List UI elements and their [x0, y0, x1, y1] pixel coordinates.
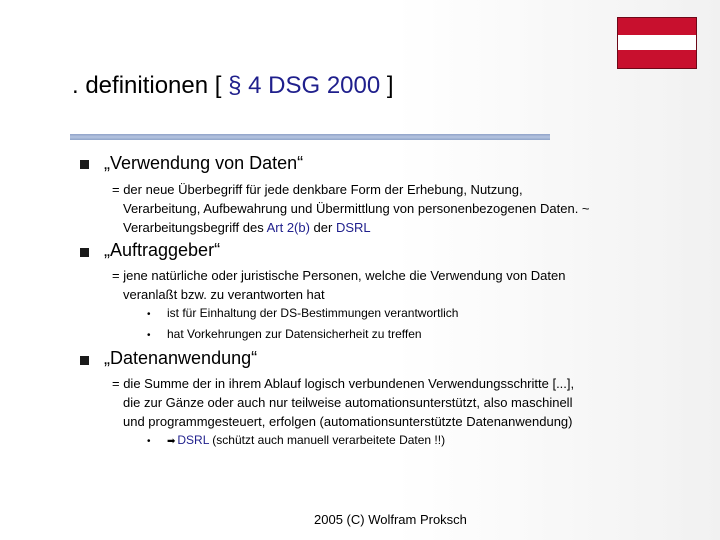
text-fragment: des: [239, 220, 267, 235]
austrian-flag-icon: [617, 17, 697, 69]
square-bullet-icon: [80, 356, 89, 365]
sub-bullet-text: ist für Einhaltung der DS-Bestimmungen verantwortlich: [167, 306, 459, 320]
sub-bullet-item: [147, 306, 458, 320]
definition-line: und programmgesteuert, erfolgen (automationsunterstützte Datenanwendung): [123, 414, 573, 429]
arrow-icon: ➡: [167, 436, 176, 447]
note-text: (schützt auch manuell verarbeitete Daten !!): [208, 433, 446, 447]
square-bullet-icon: [80, 248, 89, 257]
definition-line: = die Summe der in ihrem Ablauf logisch verbundenen Verwendungsschritte [...],: [112, 376, 575, 391]
definition-datenanwendung: [112, 374, 574, 431]
definition-line: = der neue Überbegriff für jede denkbare Form der Erhebung, Nutzung,: [112, 182, 523, 197]
definition-line: Verarbeitung, Aufbewahrung und Übermittlung von personenbezogenen Daten. ~: [123, 201, 590, 216]
dsrl-reference: DSRL: [335, 220, 371, 235]
definition-auftraggeber: [112, 266, 565, 304]
small-bullet-icon: •: [147, 330, 151, 341]
small-bullet-icon: •: [147, 309, 151, 320]
definition-line-reference: [112, 218, 590, 237]
title-prefix: . definitionen [: [72, 72, 229, 99]
text-fragment: der: [309, 220, 336, 235]
definition-line: veranlaßt bzw. zu verantworten hat: [123, 287, 325, 302]
section-heading-verwendung: „Verwendung von Daten“: [104, 153, 304, 173]
square-bullet-icon: [80, 160, 89, 169]
definition-line: = jene natürliche oder juristische Personen, welche die Verwendung von Daten: [112, 268, 566, 283]
sub-bullet-item: [147, 327, 422, 341]
definition-line: die zur Gänze oder auch nur teilweise automationsunterstützt, also maschinell: [123, 395, 573, 410]
footer-copyright: 2005 (C) Wolfram Proksch: [314, 512, 467, 527]
title-section-reference: § 4 DSG 2000: [228, 72, 381, 99]
sub-bullet-text: hat Vorkehrungen zur Datensicherheit zu treffen: [167, 327, 422, 341]
dsrl-reference: DSRL: [177, 433, 209, 447]
flag-white-stripe: [618, 35, 696, 50]
title-suffix: ]: [380, 72, 394, 99]
small-bullet-icon: •: [147, 436, 151, 447]
term-verarbeitungsbegriff: Verarbeitungsbegriff: [123, 220, 240, 235]
slide-title: [72, 72, 394, 100]
article-reference: Art 2(b): [266, 220, 310, 235]
definition-verwendung: [112, 180, 590, 237]
sub-bullet-item: [147, 433, 445, 447]
section-heading-auftraggeber: „Auftraggeber“: [104, 240, 221, 260]
section-heading-datenanwendung: „Datenanwendung“: [104, 348, 258, 368]
title-underline-divider: [70, 134, 550, 140]
